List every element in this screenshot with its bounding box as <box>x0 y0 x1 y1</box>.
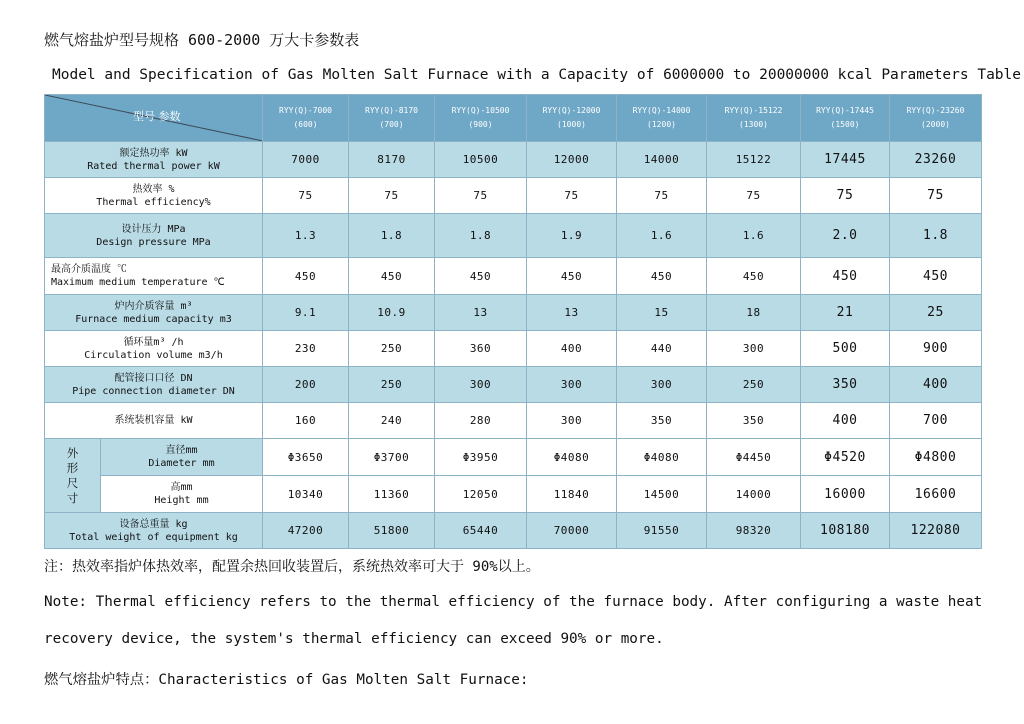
label-en: Design pressure MPa <box>96 236 211 248</box>
table-cell: 300 <box>435 367 527 403</box>
label-en: Thermal efficiency% <box>96 196 211 208</box>
table-cell: 14000 <box>617 142 707 178</box>
model-sub: (1000) <box>557 120 586 129</box>
row-installed <box>45 403 982 439</box>
label-en: Furnace medium capacity m3 <box>75 313 232 325</box>
table-cell: Φ4080 <box>617 439 707 476</box>
label-en: Pipe connection diameter DN <box>72 385 235 397</box>
row-label <box>45 367 263 403</box>
model-header <box>263 95 349 142</box>
table-cell: 300 <box>707 331 801 367</box>
title-english: Model and Specification of Gas Molten Salt Furnace with a Capacity of 6000000 to 20000000 kcal Parameters Table <box>52 67 1022 83</box>
label-en: Height mm <box>154 495 209 506</box>
table-cell: 108180 <box>801 513 890 549</box>
table-cell: 17445 <box>801 142 890 178</box>
table-cell: 440 <box>617 331 707 367</box>
table-cell: Φ4450 <box>707 439 801 476</box>
model-code: RYY(Q)-7000 <box>279 106 332 115</box>
note-english-line-1: Note: Thermal efficiency refers to the thermal efficiency of the furnace body. After configuring a waste heat <box>44 594 983 610</box>
table-cell: 11360 <box>349 476 435 513</box>
table-cell: 400 <box>801 403 890 439</box>
label-en: Maximum medium temperature ℃ <box>51 277 225 288</box>
model-code: RYY(Q)-15122 <box>724 106 783 115</box>
row-pressure <box>45 214 982 258</box>
label-cn: 设备总重量 kg <box>119 518 188 530</box>
title-chinese: 燃气熔盐炉型号规格 600-2000 万大卡参数表 <box>44 31 360 49</box>
row-label: 系统装机容量 kW <box>45 403 263 439</box>
table-cell: 1.8 <box>435 214 527 258</box>
table-cell: 15 <box>617 295 707 331</box>
label-en: Rated thermal power kW <box>87 160 220 172</box>
table-cell: 450 <box>890 258 982 295</box>
row-label <box>45 214 263 258</box>
row-label <box>101 439 263 476</box>
row-label <box>45 513 263 549</box>
table-cell: Φ3700 <box>349 439 435 476</box>
table-cell: Φ4800 <box>890 439 982 476</box>
table-cell: 70000 <box>527 513 617 549</box>
table-cell: 10.9 <box>349 295 435 331</box>
label-en: Diameter mm <box>148 458 215 469</box>
table-cell: 900 <box>890 331 982 367</box>
label-cn: 最高介质温度 ℃ <box>51 264 128 275</box>
table-cell: 1.6 <box>617 214 707 258</box>
model-code: RYY(Q)-10500 <box>451 106 510 115</box>
row-max-temp <box>45 258 982 295</box>
table-cell: 75 <box>707 178 801 214</box>
table-cell: 360 <box>435 331 527 367</box>
table-cell: 160 <box>263 403 349 439</box>
table-cell: 350 <box>707 403 801 439</box>
table-cell: Φ4520 <box>801 439 890 476</box>
table-cell: 280 <box>435 403 527 439</box>
table-cell: 450 <box>263 258 349 295</box>
model-header <box>617 95 707 142</box>
model-code: RYY(Q)-17445 <box>816 106 874 115</box>
label-cn: 高mm <box>170 482 193 493</box>
table-cell: 9.1 <box>263 295 349 331</box>
model-sub: (1200) <box>647 120 676 129</box>
row-label <box>45 295 263 331</box>
row-label <box>101 476 263 513</box>
table-cell: 65440 <box>435 513 527 549</box>
corner-cell <box>45 95 263 142</box>
table-cell: 14000 <box>707 476 801 513</box>
model-header <box>435 95 527 142</box>
table-cell: 12000 <box>527 142 617 178</box>
table-cell: 23260 <box>890 142 982 178</box>
model-code: RYY(Q)-14000 <box>632 106 691 115</box>
label-cn: 直径mm <box>165 445 198 456</box>
model-header <box>890 95 982 142</box>
table-cell: 11840 <box>527 476 617 513</box>
row-weight <box>45 513 982 549</box>
table-cell: 12050 <box>435 476 527 513</box>
table-cell: 2.0 <box>801 214 890 258</box>
table-cell: 300 <box>527 403 617 439</box>
model-header <box>527 95 617 142</box>
table-cell: 400 <box>890 367 982 403</box>
table-cell: 21 <box>801 295 890 331</box>
table-cell: 25 <box>890 295 982 331</box>
table-cell: Φ4080 <box>527 439 617 476</box>
table-cell: 450 <box>435 258 527 295</box>
row-pipe <box>45 367 982 403</box>
model-code: RYY(Q)-12000 <box>542 106 601 115</box>
row-efficiency <box>45 178 982 214</box>
table-cell: 18 <box>707 295 801 331</box>
row-label <box>45 258 263 295</box>
table-cell: 350 <box>617 403 707 439</box>
table-cell: 75 <box>890 178 982 214</box>
table-cell: 250 <box>349 367 435 403</box>
dimension-group-text: 外形尺寸 <box>66 445 79 505</box>
features-heading: 燃气熔盐炉特点：Characteristics of Gas Molten Salt Furnace: <box>44 672 529 688</box>
table-cell: 16000 <box>801 476 890 513</box>
note-chinese: 注：热效率指炉体热效率，配置余热回收装置后，系统热效率可大于 90%以上。 <box>44 559 540 575</box>
table-cell: 450 <box>707 258 801 295</box>
row-label <box>45 142 263 178</box>
table-cell: 240 <box>349 403 435 439</box>
model-sub: (900) <box>468 120 493 129</box>
table-cell: 1.6 <box>707 214 801 258</box>
table-cell: 10500 <box>435 142 527 178</box>
label-cn: 循环量m³ /h <box>123 336 184 348</box>
table-cell: 98320 <box>707 513 801 549</box>
table-cell: 47200 <box>263 513 349 549</box>
model-header <box>349 95 435 142</box>
model-sub: (1500) <box>830 120 860 129</box>
table-cell: 75 <box>349 178 435 214</box>
table-cell: 230 <box>263 331 349 367</box>
table-cell: 1.8 <box>349 214 435 258</box>
model-sub: (600) <box>293 120 318 129</box>
table-cell: 75 <box>617 178 707 214</box>
table-cell: Φ3650 <box>263 439 349 476</box>
table-cell: 91550 <box>617 513 707 549</box>
dimension-group-label <box>45 439 101 513</box>
row-label <box>45 331 263 367</box>
label-cn: 热效率 % <box>132 183 175 195</box>
table-cell: 1.8 <box>890 214 982 258</box>
row-height <box>45 476 982 513</box>
table-cell: 51800 <box>349 513 435 549</box>
table-cell: 400 <box>527 331 617 367</box>
table-cell: 450 <box>617 258 707 295</box>
model-sub: (2000) <box>921 120 950 129</box>
table-cell: 300 <box>617 367 707 403</box>
label-cn: 配管接口口径 DN <box>114 372 193 384</box>
table-cell: Φ3950 <box>435 439 527 476</box>
row-label <box>45 178 263 214</box>
table-cell: 122080 <box>890 513 982 549</box>
table-cell: 8170 <box>349 142 435 178</box>
table-cell: 14500 <box>617 476 707 513</box>
label-cn: 额定热功率 kW <box>119 147 188 159</box>
table-cell: 350 <box>801 367 890 403</box>
table-cell: 450 <box>349 258 435 295</box>
model-sub: (1300) <box>739 120 768 129</box>
table-cell: 75 <box>527 178 617 214</box>
model-code: RYY(Q)-23260 <box>906 106 965 115</box>
label-en: Circulation volume m3/h <box>84 349 223 361</box>
model-code: RYY(Q)-8170 <box>365 106 418 115</box>
table-cell: 200 <box>263 367 349 403</box>
table-cell: 7000 <box>263 142 349 178</box>
table-cell: 75 <box>263 178 349 214</box>
row-circulation <box>45 331 982 367</box>
model-header <box>801 95 890 142</box>
label-en: Total weight of equipment kg <box>69 531 238 543</box>
table-cell: 10340 <box>263 476 349 513</box>
header-row <box>45 95 982 142</box>
label-cn: 炉内介质容量 m³ <box>114 300 193 312</box>
parameters-table <box>44 94 982 549</box>
row-capacity <box>45 295 982 331</box>
table-cell: 1.3 <box>263 214 349 258</box>
row-diameter <box>45 439 982 476</box>
table-cell: 500 <box>801 331 890 367</box>
table-cell: 75 <box>801 178 890 214</box>
corner-label: 型号 参数 <box>133 110 181 123</box>
table-cell: 15122 <box>707 142 801 178</box>
label-cn: 设计压力 MPa <box>121 223 186 235</box>
table-cell: 16600 <box>890 476 982 513</box>
table-cell: 700 <box>890 403 982 439</box>
table-cell: 300 <box>527 367 617 403</box>
row-rated-power <box>45 142 982 178</box>
note-english-line-2: recovery device, the system's thermal efficiency can exceed 90% or more. <box>44 631 664 647</box>
model-sub: (700) <box>379 120 404 129</box>
table-cell: 1.9 <box>527 214 617 258</box>
model-header <box>707 95 801 142</box>
table-cell: 75 <box>435 178 527 214</box>
table-cell: 450 <box>527 258 617 295</box>
table-cell: 450 <box>801 258 890 295</box>
table-cell: 13 <box>527 295 617 331</box>
table-cell: 250 <box>707 367 801 403</box>
table-cell: 13 <box>435 295 527 331</box>
table-cell: 250 <box>349 331 435 367</box>
